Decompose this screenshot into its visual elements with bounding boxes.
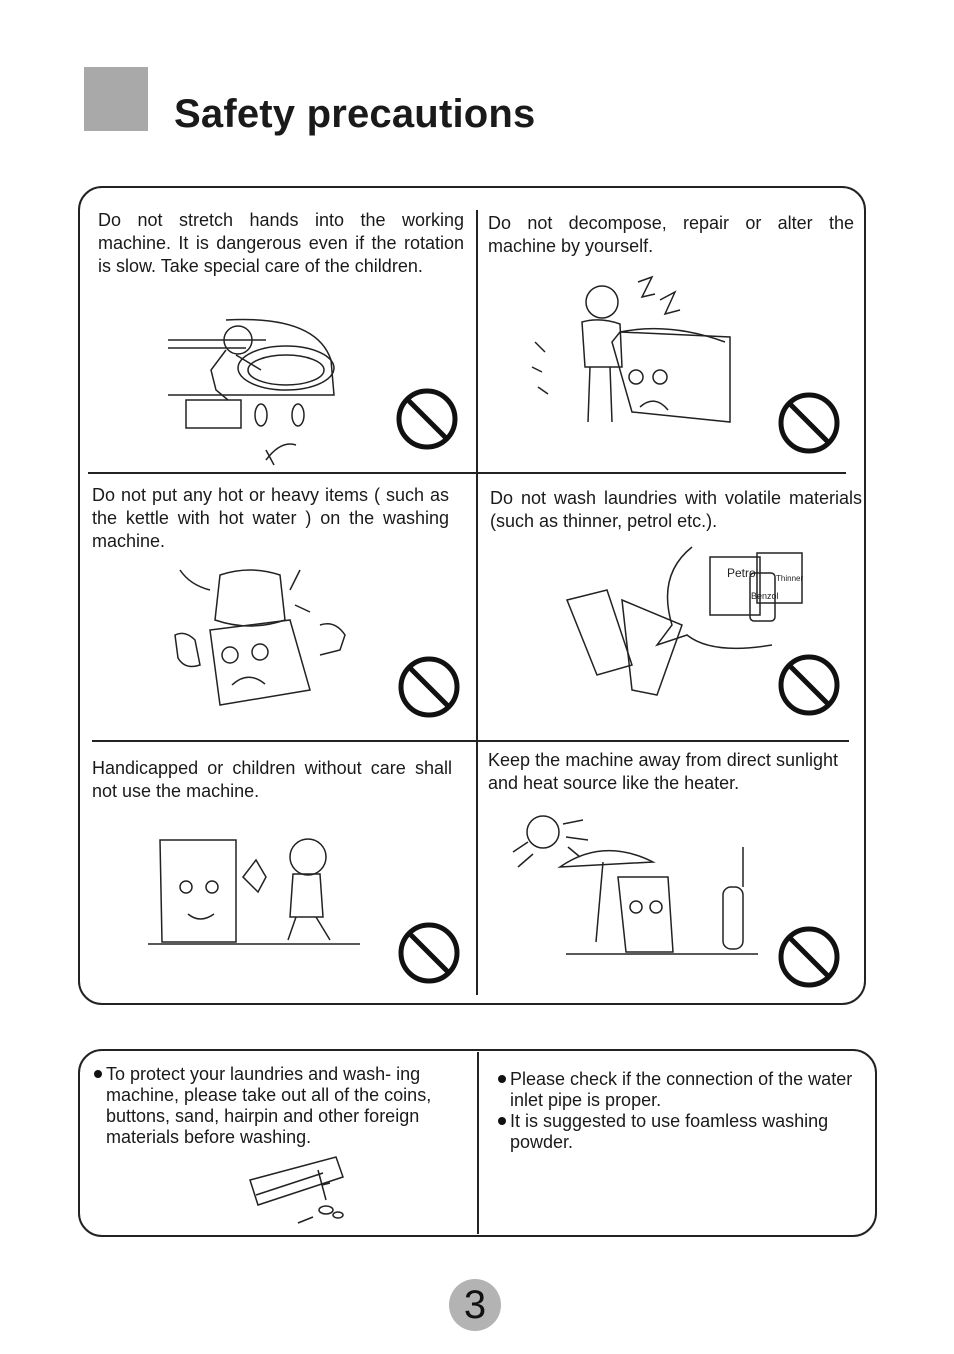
prohibition-icon (778, 654, 840, 716)
precaution-text-4: Do not wash laundries with volatile materials (such as thinner, petrol etc.). (490, 488, 862, 531)
precaution-text-3: Do not put any hot or heavy items ( such as the kettle with hot water ) on the washing machine. (92, 485, 449, 551)
prohibition-icon (778, 926, 840, 988)
prohibition-icon (396, 388, 458, 450)
tip-left: To protect your laundries and wash- ing machine, please take out all of the coins, buttons, sand, hairpin and other foreign materials before washing. (92, 1064, 486, 1148)
benzol-label: Benzol (751, 591, 779, 601)
panel-divider-row2 (92, 740, 849, 742)
child-washer-illustration (166, 300, 341, 465)
tip-right-item: Please check if the connection of the water inlet pipe is proper. (496, 1069, 876, 1111)
prohibition-icon (398, 656, 460, 718)
panel-divider-vertical (476, 210, 478, 995)
man-repair-illustration (530, 272, 735, 432)
precaution-text-1: Do not stretch hands into the working machine. It is dangerous even if the rotation is slow. Take special care of the children. (98, 210, 464, 276)
pocket-items-illustration (248, 1155, 343, 1225)
panel-divider-row1 (88, 472, 846, 474)
thinner-label: Thinner (776, 574, 804, 583)
page-title: Safety precautions (174, 92, 536, 136)
title-marker (84, 67, 148, 131)
precaution-text-5: Handicapped or children without care shall not use the machine. (92, 758, 452, 801)
petrol-label: Petrol (727, 566, 759, 580)
tip-right-list (496, 1069, 876, 1153)
clothes-chemicals-illustration (562, 545, 812, 705)
prohibition-icon (778, 392, 840, 454)
page-number: 3 (449, 1279, 501, 1331)
sun-heater-illustration (508, 812, 758, 962)
precaution-text-6: Keep the machine away from direct sunlight and heat source like the heater. (488, 750, 838, 793)
child-machine-illustration (148, 832, 363, 950)
prohibition-icon (398, 922, 460, 984)
kettle-washer-illustration (170, 560, 350, 710)
precaution-text-2: Do not decompose, repair or alter the machine by yourself. (488, 213, 854, 256)
tip-right-item: It is suggested to use foamless washing powder. (496, 1111, 876, 1153)
